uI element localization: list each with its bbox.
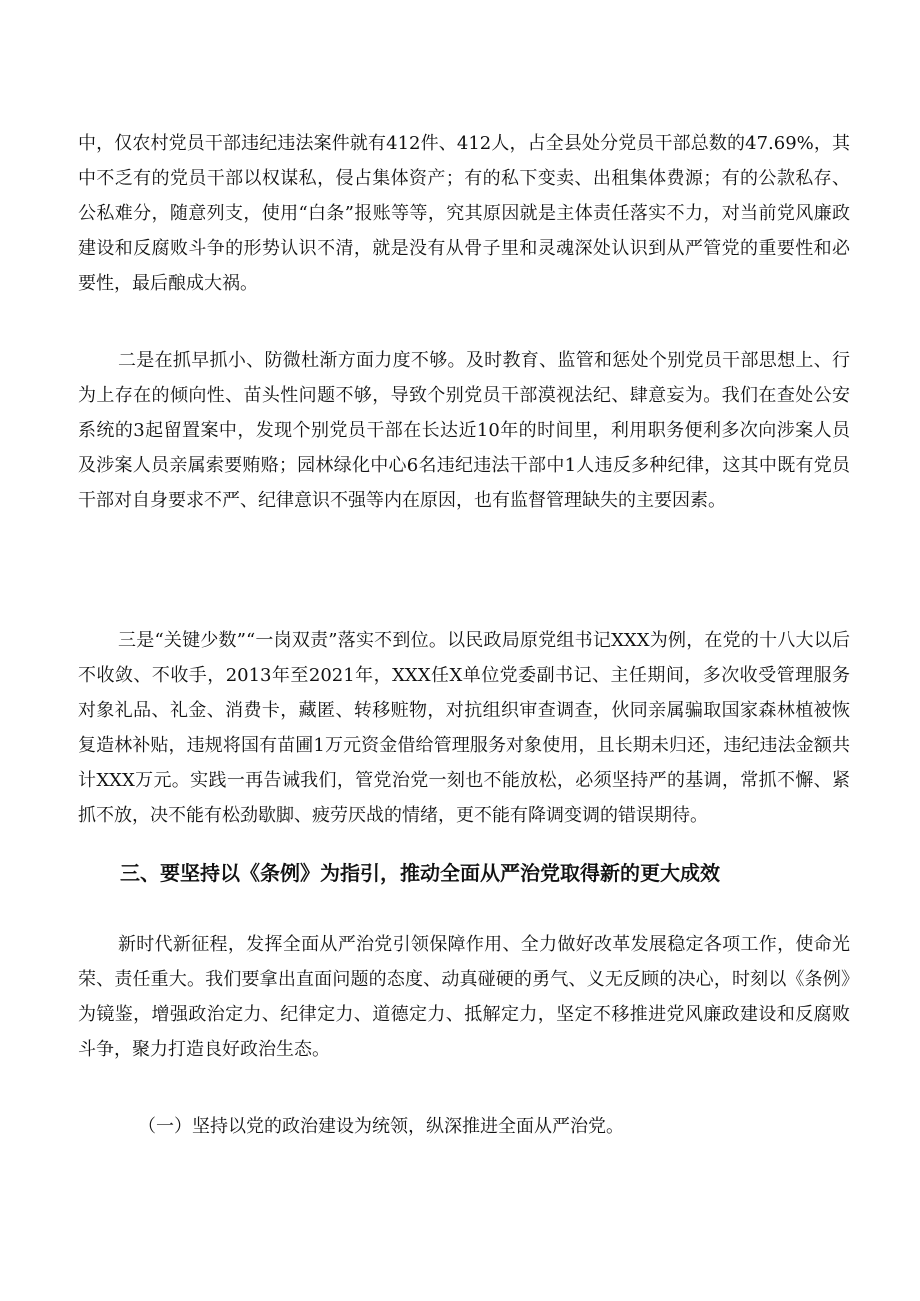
section-heading-3: 三、要坚持以《条例》为指引，推动全面从严治党取得新的更大成效 [120, 861, 720, 885]
paragraph-case-statistics: 中，仅农村党员干部违纪违法案件就有412件、412人，占全县处分党员干部总数的47.69%，其中不乏有的党员干部以权谋私，侵占集体资产；有的私下变卖、出租集体费源；有的公款私存、公私难分，随意列支，使用“白条”报账等等，究其原因就是主体责任落实不力，对当前党风廉政建设和反腐败斗争的形势认识不清，就是没有从骨子里和灵魂深处认识到从严管党的重要性和必要性，最后酿成大祸。 [78, 133, 850, 294]
paragraph-key-minority: 三是“关键少数”“一岗双责”落实不到位。以民政局原党组书记XXX为例，在党的十八大以后不收敛、不收手，2013年至2021年，XXX任X单位党委副书记、主任期间，多次收受管理服务对象礼品、礼金、消费卡，藏匿、转移赃物，对抗组织审查调查，伙同亲属骗取国家森林植被恢复造林补贴，违规将国有苗圃1万元资金借给管理服务对象使用，且长期未归还，违纪违法金额共计XXX万元。实践一再告诫我们，管党治党一刻也不能放松，必须坚持严的基调，常抓不懈、紧抓不放，决不能有松劲歇脚、疲劳厌战的情绪，更不能有降调变调的错误期待。 [78, 630, 850, 826]
paragraph-early-prevention: 二是在抓早抓小、防微杜渐方面力度不够。及时教育、监管和惩处个别党员干部思想上、行为上存在的倾向性、苗头性问题不够，导致个别党员干部漠视法纪、肆意妄为。我们在查处公安系统的3起留置案中，发现个别党员干部在长达近10年的时间里，利用职务便利多次向涉案人员及涉案人员亲属索要贿赂；园林绿化中心6名违纪违法干部中1人违反多种纪律，这其中既有党员干部对自身要求不严、纪律意识不强等内在原因，也有监督管理缺失的主要因素。 [78, 350, 850, 511]
paragraph-new-era: 新时代新征程，发挥全面从严治党引领保障作用、全力做好改革发展稳定各项工作，使命光荣、责任重大。我们要拿出直面问题的态度、动真碰硬的勇气、义无反顾的决心，时刻以《条例》为镜鉴，增强政治定力、纪律定力、道德定力、抵解定力，坚定不移推进党风廉政建设和反腐败斗争，聚力打造良好政治生态。 [78, 934, 850, 1060]
subheading-1: （一）坚持以党的政治建设为统领，纵深推进全面从严治党。 [138, 1116, 624, 1137]
